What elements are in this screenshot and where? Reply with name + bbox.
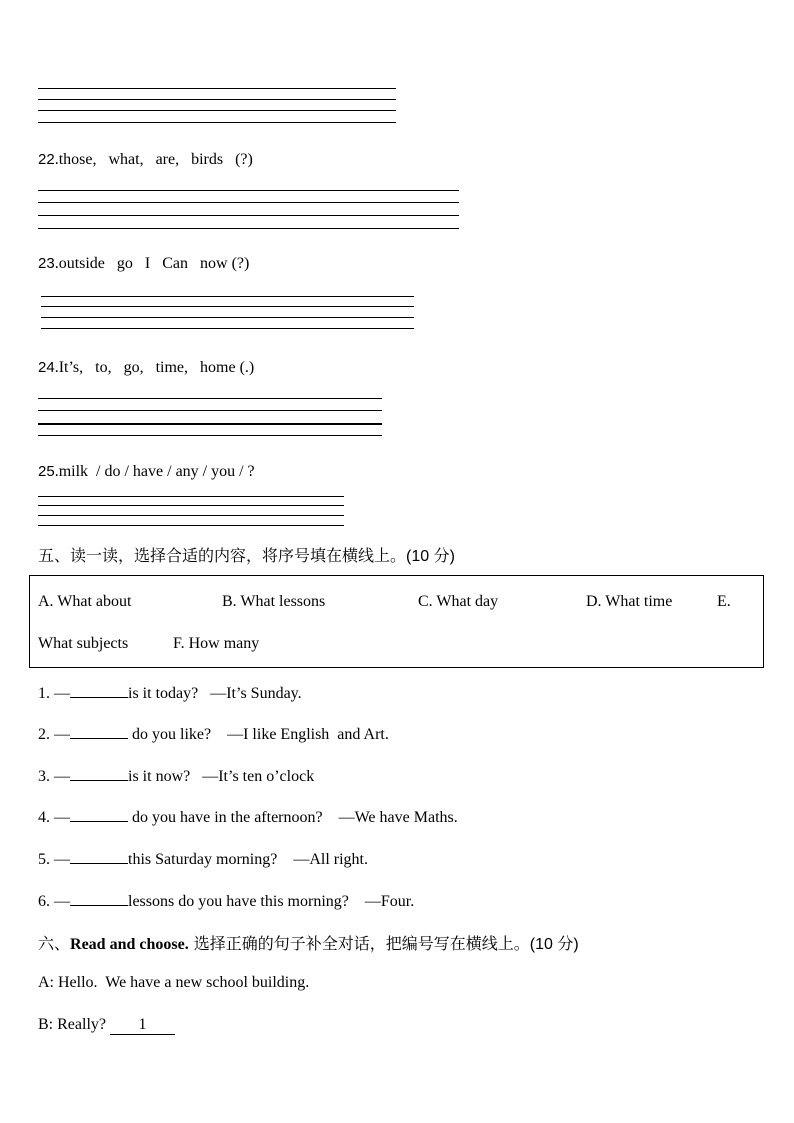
section-6-title-en: Read and choose.	[70, 936, 189, 953]
dash: —	[202, 768, 219, 785]
item-number: 1.	[38, 685, 50, 702]
writing-line[interactable]	[38, 122, 396, 123]
item-question: is it now?	[128, 768, 191, 785]
question-24	[38, 359, 254, 377]
dialog-line-b	[38, 1016, 175, 1035]
writing-line[interactable]	[38, 435, 382, 436]
item-question: lessons do you have this morning?	[128, 893, 349, 910]
answer-blank[interactable]	[70, 849, 128, 864]
section-6-prefix: 六、	[38, 934, 71, 953]
question-words: .outside go I Can now (?)	[54, 255, 250, 272]
item-answer: We have Maths.	[354, 809, 458, 826]
writing-line[interactable]	[38, 190, 459, 191]
options-box	[29, 575, 764, 668]
dash: —	[227, 726, 244, 743]
item-number: 4.	[38, 809, 50, 826]
fill-item-5	[38, 849, 368, 869]
item-answer: I like English and Art.	[243, 726, 389, 743]
section-5-heading	[38, 543, 455, 566]
question-number: 25	[38, 463, 55, 480]
writing-line[interactable]	[41, 317, 414, 318]
section-6-title-cn: 选择正确的句子补全对话，把编号写在横线上。	[188, 934, 530, 953]
writing-line[interactable]	[38, 525, 344, 526]
speaker: B:	[38, 1016, 54, 1033]
dash: —	[338, 809, 355, 826]
item-question: this Saturday morning?	[128, 851, 278, 868]
answer-blank[interactable]	[70, 766, 128, 781]
dash: —	[54, 726, 70, 743]
writing-line[interactable]	[38, 88, 396, 89]
section-6-heading	[38, 931, 579, 954]
writing-line[interactable]	[41, 296, 414, 297]
question-words: .milk / do / have / any / you / ?	[54, 463, 255, 480]
dialog-text: Really?	[57, 1016, 106, 1033]
dash: —	[54, 768, 70, 785]
writing-line[interactable]	[38, 398, 382, 399]
item-number: 5.	[38, 851, 50, 868]
dash: —	[54, 809, 70, 826]
option-d: D. What time	[586, 593, 673, 610]
item-question: do you have in the afternoon?	[128, 809, 323, 826]
answer-blank[interactable]	[70, 891, 128, 906]
writing-line[interactable]	[38, 215, 459, 216]
option-e-text: What subjects	[38, 635, 129, 652]
item-number: 3.	[38, 768, 50, 785]
question-number: 22	[38, 151, 55, 168]
dash: —	[54, 685, 70, 702]
fill-item-1	[38, 683, 302, 703]
dash: —	[54, 893, 70, 910]
fill-item-3	[38, 766, 314, 786]
writing-line[interactable]	[38, 99, 396, 100]
section-6-points: (10 分)	[529, 936, 579, 953]
fill-item-4	[38, 807, 458, 827]
question-number: 23	[38, 255, 55, 272]
writing-line[interactable]	[38, 505, 344, 506]
option-a: A. What about	[38, 593, 132, 610]
writing-line[interactable]	[38, 228, 459, 229]
fill-item-6	[38, 891, 414, 911]
answer-blank-filled[interactable]: 1	[110, 1016, 175, 1035]
dash: —	[364, 893, 381, 910]
section-5-title: 五、读一读，选择合适的内容，将序号填在横线上。	[38, 546, 407, 565]
answer-blank[interactable]	[70, 724, 128, 739]
speaker: A:	[38, 974, 54, 991]
option-b: B. What lessons	[222, 593, 326, 610]
fill-item-2	[38, 724, 389, 744]
item-answer: Four.	[380, 893, 415, 910]
writing-line[interactable]	[38, 110, 396, 111]
option-f: F. How many	[173, 635, 260, 652]
option-c: C. What day	[418, 593, 499, 610]
writing-line[interactable]	[38, 410, 382, 411]
question-words: .It’s, to, go, time, home (.)	[54, 359, 255, 376]
dash: —	[54, 851, 70, 868]
writing-line[interactable]	[38, 515, 344, 516]
item-question: do you like?	[128, 726, 212, 743]
question-25	[38, 463, 255, 481]
item-number: 2.	[38, 726, 50, 743]
item-answer: All right.	[309, 851, 368, 868]
dialog-text: Hello. We have a new school building.	[58, 974, 310, 991]
question-22	[38, 151, 253, 169]
answer-blank[interactable]	[70, 683, 128, 698]
writing-line[interactable]	[38, 496, 344, 497]
item-answer: It’s Sunday.	[226, 685, 302, 702]
writing-line[interactable]	[41, 328, 414, 329]
writing-line[interactable]	[38, 202, 459, 203]
question-words: .those, what, are, birds (?)	[54, 151, 253, 168]
dash: —	[293, 851, 310, 868]
item-question: is it today?	[128, 685, 199, 702]
question-number: 24	[38, 359, 55, 376]
dash: —	[210, 685, 227, 702]
item-number: 6.	[38, 893, 50, 910]
answer-blank[interactable]	[70, 807, 128, 822]
question-23	[38, 255, 249, 273]
writing-line[interactable]	[38, 423, 382, 425]
dialog-line-a	[38, 974, 309, 992]
writing-line[interactable]	[41, 306, 414, 307]
section-5-points: (10 分)	[406, 548, 455, 565]
option-e-letter: E.	[717, 593, 731, 610]
item-answer: It’s ten o’clock	[218, 768, 315, 785]
